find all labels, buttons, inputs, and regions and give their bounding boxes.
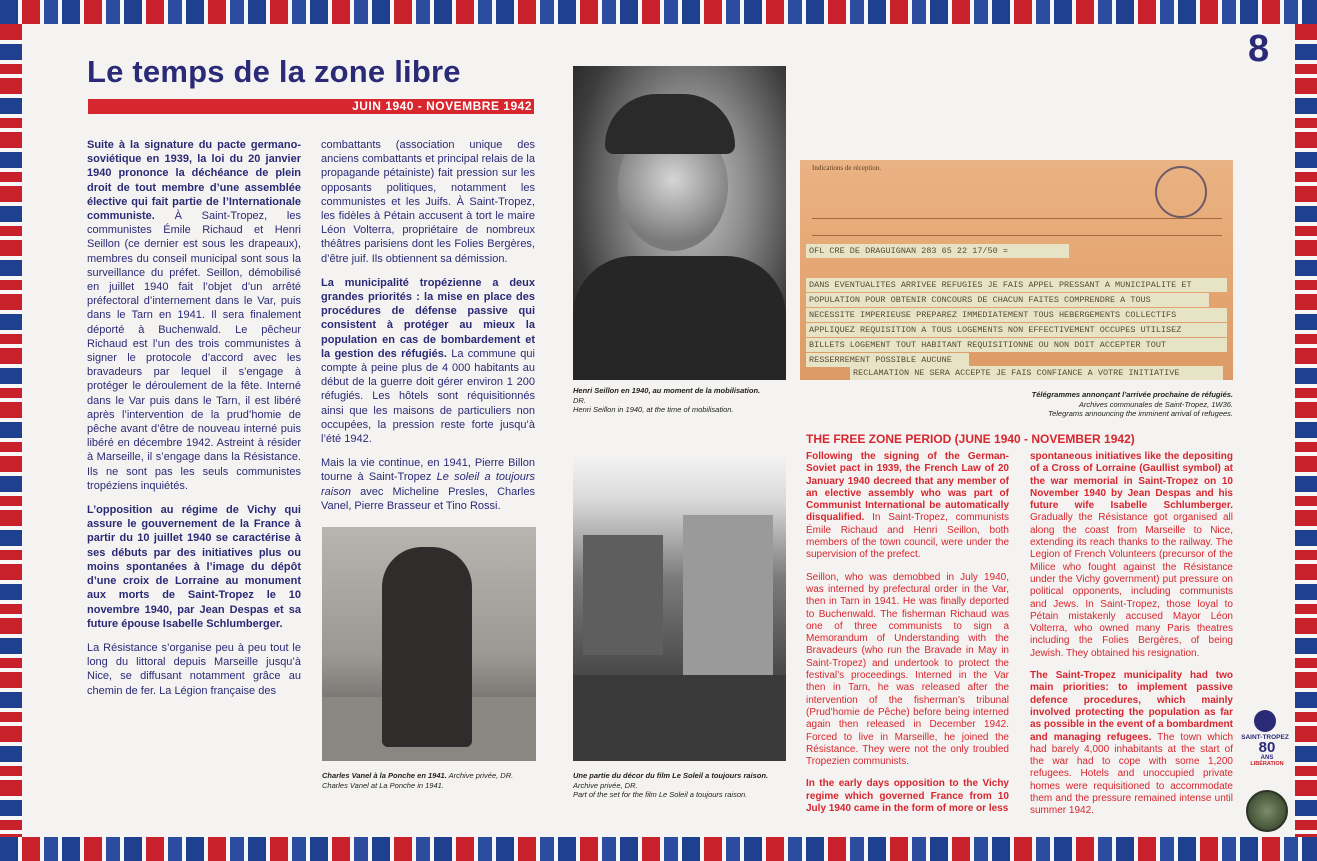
fr-paragraph-5: La municipalité tropézienne a deux grandes priorités : la mise en place des procédures de défense passive qui consistent à protéger au mieux la population en cas de bombardement et la gestion des réfugiés. La commune qui compte à peine plus de 4 000 habitants au début de la guerre doit gérer environ 1 200 réfugiés. Les hôtels sont réquisitionnés ainsi que les maisons de particuliers non occupées, la pression reste forte jusqu’à l’été 1942. [321,276,535,446]
date-range: JUIN 1940 - NOVEMBRE 1942 [352,99,532,113]
fr-paragraph-2: L’opposition au régime de Vichy qui assure le gouvernement de la France à partir du 10 juillet 1940 se caractérise à ses débuts par des initiatives plus ou moins spontanées à l’image du dépôt d’une croix de Lorraine au monument aux morts de Saint-Tropez le 10 novembre 1940, par Jean Despas et sa future épouse Isabelle Schlumberger. [87,504,301,630]
french-column-2 [321,138,535,523]
fr-paragraph-3: La Résistance s’organise peu à peu tout le long du littoral depuis Marseille jusqu’à Nice, se diffusant notamment grâce au chemin de fer. La Légion française des [87,641,301,697]
en-paragraph-1: Following the signing of the German-Soviet pact in 1939, the French Law of 20 January 1940 decreed that any member of an elective assembly who was part of Communist International be automatically disqualified. In Saint-Tropez, communists Émile Richaud and Henri Seillon, both members of the town council, were under the supervision of the prefect. [806,451,1009,561]
en-paragraph-4: spontaneous initiatives like the depositing of a Cross of Lorraine (Gaullist symbol) at the war memorial in Saint-Tropez on 10 November 1940 by Jean Despas and his future wife Isabelle Schlumberger. Gradually the Résistance got organised all along the coast from Marseille to Nice, extending its reach thanks to the railway. The Legion of French Volunteers (precursor of the Milice who fought against the Résistance under the Vichy government) put pressure on political opponents, including communists and Jews. In Saint-Tropez, those loyal to Pétain mistakenly accused Mayor Léon Volterra, who owned many Paris theatres including the Folies Bergères, of being Jewish. They obtained his resignation. [1030,451,1233,659]
caption-henri-seillon: Henri Seillon en 1940, au moment de la mobilisation. DR. Henri Seillon in 1940, at the time of mobilisation. [573,386,761,414]
photo-film-set [573,455,786,761]
en-paragraph-2: Seillon, who was demobbed in July 1940, was interned by prefectural order in the Var, then in Tarn in 1941. He was finally deported to Buchenwald. The fisherman Richaud was one of three communists to sign a Memorandum of Understanding with the Bravadeurs (who run the Bravade in May in Saint-Tropez) and undertook to protect the festival’s proceedings. Interned in the Var then in Tarn, he was released after the intervention of the fisherman’s tribunal (Prud’homie de Pêche) before being interned again then released in December 1942. Forced to live in Marseille, he joined the Résistance. They were not the only troubled Tropezien communists. [806,571,1009,768]
page-title: Le temps de la zone libre [87,54,461,89]
postal-stamp [1155,166,1207,218]
date-banner [88,99,534,114]
panel-number: 8 [1248,28,1270,70]
flag-border-top [0,0,1317,24]
saint-tropez-emblem-icon [1254,710,1276,732]
caption-telegram: Télégrammes annonçant l’arrivée prochaine de réfugiés. Archives communales de Saint-Tropez, 1W36. Telegrams announcing the imminent arrival of refugees. [1031,390,1233,418]
flag-border-left [0,24,22,837]
flag-border-right [1295,24,1317,837]
fr-paragraph-1: Suite à la signature du pacte germano-soviétique en 1939, la loi du 20 janvier 1940 prononce la déchéance de plein droit de tout membre d’une assemblée élective qui fait partie de l’Internationale communiste. À Saint-Tropez, les communistes Émile Richaud et Henri Seillon (ce dernier est sous les drapeaux), membres du conseil municipal sont sous la surveillance du préfet. Seillon, démobilisé en juillet 1940 fait l’objet d’un arrêté préfectoral d’internement dans le Var, puis dans le Tarn en 1941. Il sera finalement déporté à Buchenwald. Le pêcheur Richaud est l’un des trois communistes à signer le protocole d’accord avec les bravadeurs par lequel il s’engage à protéger le déroulement de la fête. Interné dans le Var puis dans le Tarn, il est libéré après l’intervention de la prud’homie de pêche avant d’être de nouveau interné puis libéré en décembre 1942. Astreint à résider à Marseille, il s’engage dans la Résistance. Ils ne sont pas les seuls communistes tropéziens inquiétés. [87,139,301,492]
flag-border-bottom [0,837,1317,861]
photo-henri-seillon [573,66,786,380]
french-column-1 [87,138,301,708]
en-paragraph-5: The Saint-Tropez municipality had two main priorities: to implement passive defence procedures, which mainly involved protecting the population as far as possible in the event of a bombardment and managing refugees. The town which had barely 4,000 inhabitants at the start of the war had to cope with some 1,200 refugees. Hotels and unoccupied private homes were requisitioned to accommodate them and the pressure remained intense until summer 1942. [1030,670,1234,817]
en-paragraph-3: In the early days opposition to the Vichy regime which governed France from 10 July 1940 came in the form of more or less [806,778,1009,815]
photo-charles-vanel [322,527,536,761]
seal-logo [1246,790,1288,832]
english-column-2 [1030,451,1233,828]
caption-charles-vanel: Charles Vanel à la Ponche en 1941. Archive privée, DR. Charles Vanel at La Ponche in 1941. [322,771,514,790]
photo-telegram: Indications de réception. OFL CRE DE DRAGUIGNAN 283 65 22 17/50 = DANS EVENTUALITES ARRIVEE REFUGIES JE FAIS APPEL PRESSANT A MUNICIPALITE ET POPULATION POUR OBTENIR CONCOURS DE CHACUN FAITES COMPRENDRE A TOUS NECESSITE IMPERIEUSE PREPAREZ IMMEDIATEMENT TOUS HEBERGEMENTS COLLECTIFS APPLIQUEZ REQUISITION A TOUS LOGEMENTS NON EFFECTIVEMENT OCCUPES UTILISEZ BILLETS LOGEMENT TOUT HABITANT REQUISITIONNE OU NON DOIT ACCEPTER TOUT RESSERREMENT POSSIBLE AUCUNE RECLAMATION NE SERA ACCEPTE JE FAIS CONFIANCE A VOTRE INITIATIVE [800,160,1233,380]
liberation-80-logo: 80 ANS LIBÉRATION [1250,739,1284,767]
caption-film-set: Une partie du décor du film Le Soleil a toujours raison. Archive privée, DR. Part of the set for the film Le Soleil a toujours raison. [573,771,769,799]
english-title: THE FREE ZONE PERIOD (JUNE 1940 - NOVEMBER 1942) [806,432,1135,446]
fr-paragraph-6: Mais la vie continue, en 1941, Pierre Billon tourne à Saint-Tropez Le soleil a toujours raison avec Micheline Presles, Charles Vanel, Pierre Brasseur et Tino Rossi. [321,457,535,512]
fr-paragraph-4: combattants (association unique des anciens combattants et principal relais de la propagande pétainiste) fait pression sur les opposants politiques, notamment les communistes et les Juifs. À Saint-Tropez, les fidèles à Pétain accusent à tort le maire Léon Volterra, propriétaire de nombreux théâtres parisiens dont les Folies Bergères, d’être juif. Ils obtiennent sa démission. [321,139,535,265]
english-column-1 [806,451,1009,825]
saint-tropez-logo: SAINT-TROPEZ [1240,710,1290,741]
